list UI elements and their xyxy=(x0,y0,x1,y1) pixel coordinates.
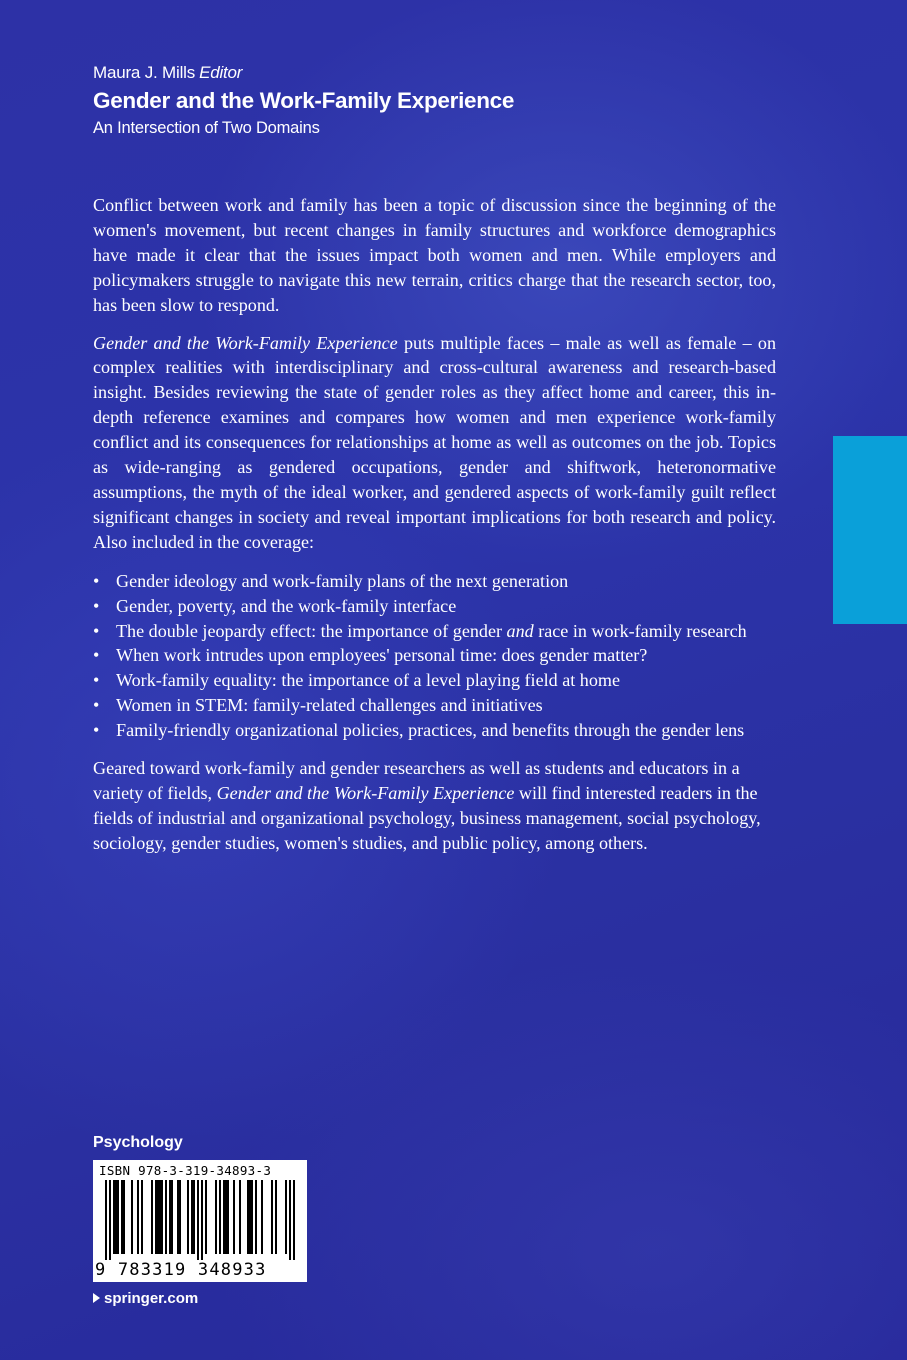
barcode-bar xyxy=(275,1180,277,1254)
barcode-bar xyxy=(179,1180,181,1254)
barcode-bar xyxy=(251,1180,253,1254)
barcode-bar xyxy=(137,1180,139,1254)
book-title-reference: Gender and the Work-Family Experience xyxy=(216,782,515,803)
isbn-digits: 9 783319 348933 xyxy=(95,1260,267,1280)
list-item: • Work-family equality: the importance of a level playing field at home xyxy=(93,668,776,693)
barcode-bar xyxy=(109,1180,111,1260)
barcode-bar xyxy=(117,1180,119,1254)
barcode-bar xyxy=(289,1180,291,1260)
blurb xyxy=(93,193,776,856)
barcode-bar xyxy=(113,1180,115,1254)
paragraph-overview xyxy=(93,331,776,555)
barcode-bar xyxy=(141,1180,143,1254)
bullet-icon: • xyxy=(93,570,100,591)
barcode-bar xyxy=(255,1180,257,1254)
barcode-bar xyxy=(247,1180,249,1254)
barcode-bar xyxy=(155,1180,157,1254)
bullet-icon: • xyxy=(93,695,100,716)
barcode-bar xyxy=(249,1180,251,1254)
barcode-bar xyxy=(293,1180,295,1260)
barcode-bar xyxy=(225,1180,227,1254)
barcode-bar xyxy=(239,1180,241,1254)
subject-category: Psychology xyxy=(93,1134,183,1151)
paragraph-audience: Geared toward work-family and gender researchers as well as students and educators in a variety of fields, Gender and the Work-Family Experience will find interested readers in the fields of industrial and organizational psychology, business management, social psychology, sociology, gender studies, women's studies, and public policy, among others. xyxy=(93,758,761,853)
barcode-bar xyxy=(131,1180,133,1254)
editor-name: Maura J. Mills xyxy=(93,63,196,82)
bullet-icon: • xyxy=(93,620,100,641)
barcode-bar xyxy=(201,1180,203,1260)
list-item: • When work intrudes upon employees' personal time: does gender matter? xyxy=(93,643,776,668)
cover-header xyxy=(93,62,514,139)
barcode-bar xyxy=(285,1180,287,1254)
barcode-bar xyxy=(115,1180,117,1254)
isbn-label: ISBN 978-3-319-34893-3 xyxy=(99,1163,272,1178)
overview-text: puts multiple faces – male as well as female – on complex realities with interdisciplinary and cross-cultural awareness and research-based insight. Besides reviewing the state of gender roles as they affect home and career, this in-depth reference examines and compares how women and men experience work-family conflict and its consequences for relationships at home as well as outcomes on the job. Topics as wide-ranging as gendered occupations, gender and shiftwork, heteronormative assumptions, the myth of the ideal worker, and gendered aspects of work-family guilt reflect significant changes in society and reveal important implications for both research and policy. Also included in the coverage: xyxy=(93,332,776,552)
barcode-bar xyxy=(187,1180,189,1254)
paragraph-intro: Conflict between work and family has been a topic of discussion since the beginning of the women's movement, but recent changes in family structures and workforce demographics have made it clear that the issues impact both women and men. While employers and policymakers struggle to navigate this new terrain, critics charge that the research sector, too, has been slow to respond. xyxy=(93,195,776,315)
barcode-bar xyxy=(223,1180,225,1254)
barcode-bar xyxy=(233,1180,235,1254)
barcode-bar xyxy=(105,1180,107,1260)
bullet-icon: • xyxy=(93,645,100,666)
barcode-bar xyxy=(151,1180,153,1254)
bullet-icon: • xyxy=(93,720,100,741)
isbn-barcode xyxy=(93,1160,307,1282)
barcode-bar xyxy=(157,1180,159,1254)
book-subtitle: An Intersection of Two Domains xyxy=(93,119,320,137)
book-title-reference: Gender and the Work-Family Experience xyxy=(93,332,398,353)
editor-role: Editor xyxy=(199,63,243,82)
barcode-bar xyxy=(121,1180,123,1254)
barcode-bar xyxy=(159,1180,161,1254)
book-title: Gender and the Work-Family Experience xyxy=(93,88,515,113)
barcode-bar xyxy=(227,1180,229,1254)
barcode-bar xyxy=(219,1180,221,1254)
list-item: • Family-friendly organizational policies, practices, and benefits through the gender lens xyxy=(93,718,776,743)
list-item: • Women in STEM: family-related challenges and initiatives xyxy=(93,693,776,718)
arrow-right-icon xyxy=(93,1293,100,1303)
barcode-bar xyxy=(215,1180,217,1254)
list-item: • The double jeopardy effect: the importance of gender and race in work-family research xyxy=(93,619,776,644)
barcode-bar xyxy=(165,1180,167,1254)
barcode-bar xyxy=(261,1180,263,1254)
editor-line xyxy=(93,62,514,84)
coverage-list xyxy=(93,569,776,743)
barcode-bar xyxy=(171,1180,173,1254)
bullet-icon: • xyxy=(93,595,100,616)
side-color-bar xyxy=(833,436,907,624)
barcode-bar xyxy=(177,1180,179,1254)
website-text: springer.com xyxy=(104,1290,199,1307)
bullet-icon: • xyxy=(93,670,100,691)
barcode-bar xyxy=(271,1180,273,1254)
barcode-bar xyxy=(191,1180,193,1254)
barcode-bar xyxy=(197,1180,199,1260)
barcode-bar xyxy=(123,1180,125,1254)
barcode-bar xyxy=(193,1180,195,1254)
barcode-bar xyxy=(205,1180,207,1254)
barcode-icon xyxy=(99,1180,301,1260)
barcode-bar xyxy=(169,1180,171,1254)
barcode-bar xyxy=(161,1180,163,1254)
list-item: • Gender, poverty, and the work-family interface xyxy=(93,594,776,619)
list-item: • Gender ideology and work-family plans of the next generation xyxy=(93,569,776,594)
website-link[interactable] xyxy=(93,1289,198,1309)
